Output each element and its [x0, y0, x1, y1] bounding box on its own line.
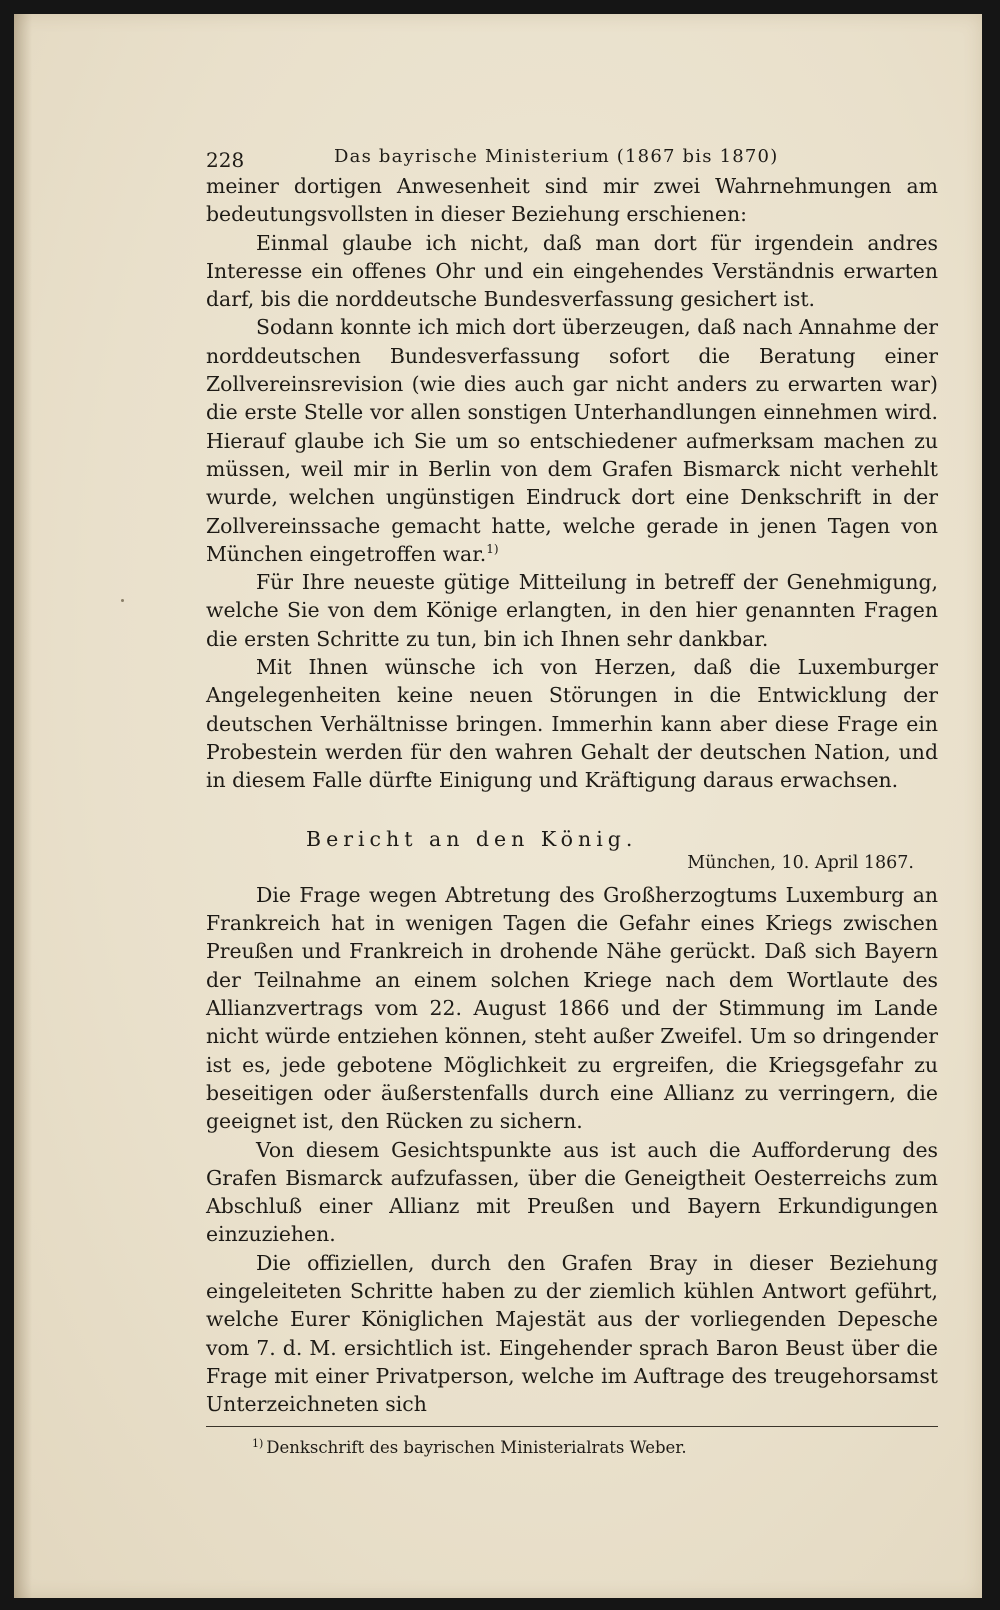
- footnote: [252, 1437, 944, 1459]
- running-head: [192, 132, 944, 172]
- paragraph-5: Mit Ihnen wünsche ich von Herzen, daß die Luxemburger Angelegenheiten keine neuen Störungen in die Entwicklung der deutschen Verhältnisse bringen. Immerhin kann aber diese Frage ein Probestein werden für den wahren Gehalt der deutschen Nation, und in diesem Falle dürfte Einigung und Kräftigung daraus erwachsen.: [206, 655, 938, 793]
- footnote-rule: [206, 1426, 938, 1427]
- book-page: [14, 14, 982, 1598]
- main-text: [206, 172, 938, 1418]
- text-block: [192, 132, 944, 1459]
- footnote-mark: 1): [252, 1436, 264, 1450]
- paragraph-3-text: Sodann konnte ich mich dort überzeugen, daß nach Annahme der norddeutschen Bundesverfassung sofort die Beratung einer Zollvereinsrevision (wie dies auch gar nicht anders zu erwarten war) die erste Stelle vor allen sonstigen Unterhandlungen einnehmen wird. Hierauf glaube ich Sie um so entschiedener aufmerksam machen zu müssen, weil mir in Berlin von dem Grafen Bismarck nicht verhehlt wurde, welchen ungünstigen Eindruck dort eine Denkschrift in der Zollvereinssache gemacht hatte, welche gerade in jenen Tagen von München eingetroffen war.: [206, 315, 938, 566]
- dateline: München, 10. April 1867.: [687, 852, 914, 873]
- paragraph-3: [206, 313, 938, 568]
- running-title: Das bayrische Ministerium (1867 bis 1870): [334, 146, 779, 167]
- paragraph-4: Für Ihre neueste gütige Mitteilung in betreff der Genehmigung, welche Sie von dem Könige erlangten, in den hier genannten Fragen die ersten Schritte zu tun, bin ich Ihnen sehr dankbar.: [206, 570, 938, 651]
- section-title: Bericht an den König.: [306, 826, 638, 851]
- footnote-text: Denkschrift des bayrischen Ministerialrats Weber.: [266, 1438, 687, 1458]
- paragraph-1: meiner dortigen Anwesenheit sind mir zwei Wahrnehmungen am bedeutungsvollsten in dieser Beziehung erschienen:: [206, 174, 938, 227]
- paper-speck: [121, 599, 124, 602]
- paragraph-2: Einmal glaube ich nicht, daß man dort für irgendein andres Interesse ein offenes Ohr und ein eingehendes Verständnis erwarten darf, bis die norddeutsche Bundesverfassung gesichert ist.: [206, 230, 938, 312]
- page-number: 228: [206, 148, 245, 172]
- footnote-reference: 1): [486, 542, 499, 557]
- section-paragraph-2: Von diesem Gesichtspunkte aus ist auch die Aufforderung des Grafen Bismarck aufzufassen, über die Geneigtheit Oesterreichs zum Abschluß einer Allianz mit Preußen und Bayern Erkundigungen einzuziehen.: [206, 1137, 938, 1247]
- section-paragraph-1: Die Frage wegen Abtretung des Großherzogtums Luxemburg an Frankreich hat in wenigen Tagen die Gefahr eines Kriegs zwischen Preußen und Frankreich in drohende Nähe gerückt. Daß sich Bayern der Teilnahme an einem solchen Kriege nach dem Wortlaute des Allianzvertrags vom 22. August 1866 und der Stimmung im Lande nicht würde entziehen können, steht außer Zweifel. Um so dringender ist es, jede gebotene Möglichkeit zu ergreifen, die Kriegsgefahr zu beseitigen oder äußerstenfalls durch eine Allianz zu verringern, die geeignet ist, den Rücken zu sichern.: [206, 882, 938, 1134]
- page-spine-shadow: [14, 14, 32, 1598]
- section-paragraph-3: Die offiziellen, durch den Grafen Bray in dieser Beziehung eingeleiteten Schritte haben zu der ziemlich kühlen Antwort geführt, welche Eurer Königlichen Majestät aus der vorliegenden Depesche vom 7. d. M. ersichtlich ist. Eingehender sprach Baron Beust über die Frage mit einer Privatperson, welche im Auftrage des treugehorsamst Unterzeichneten sich: [206, 1250, 938, 1417]
